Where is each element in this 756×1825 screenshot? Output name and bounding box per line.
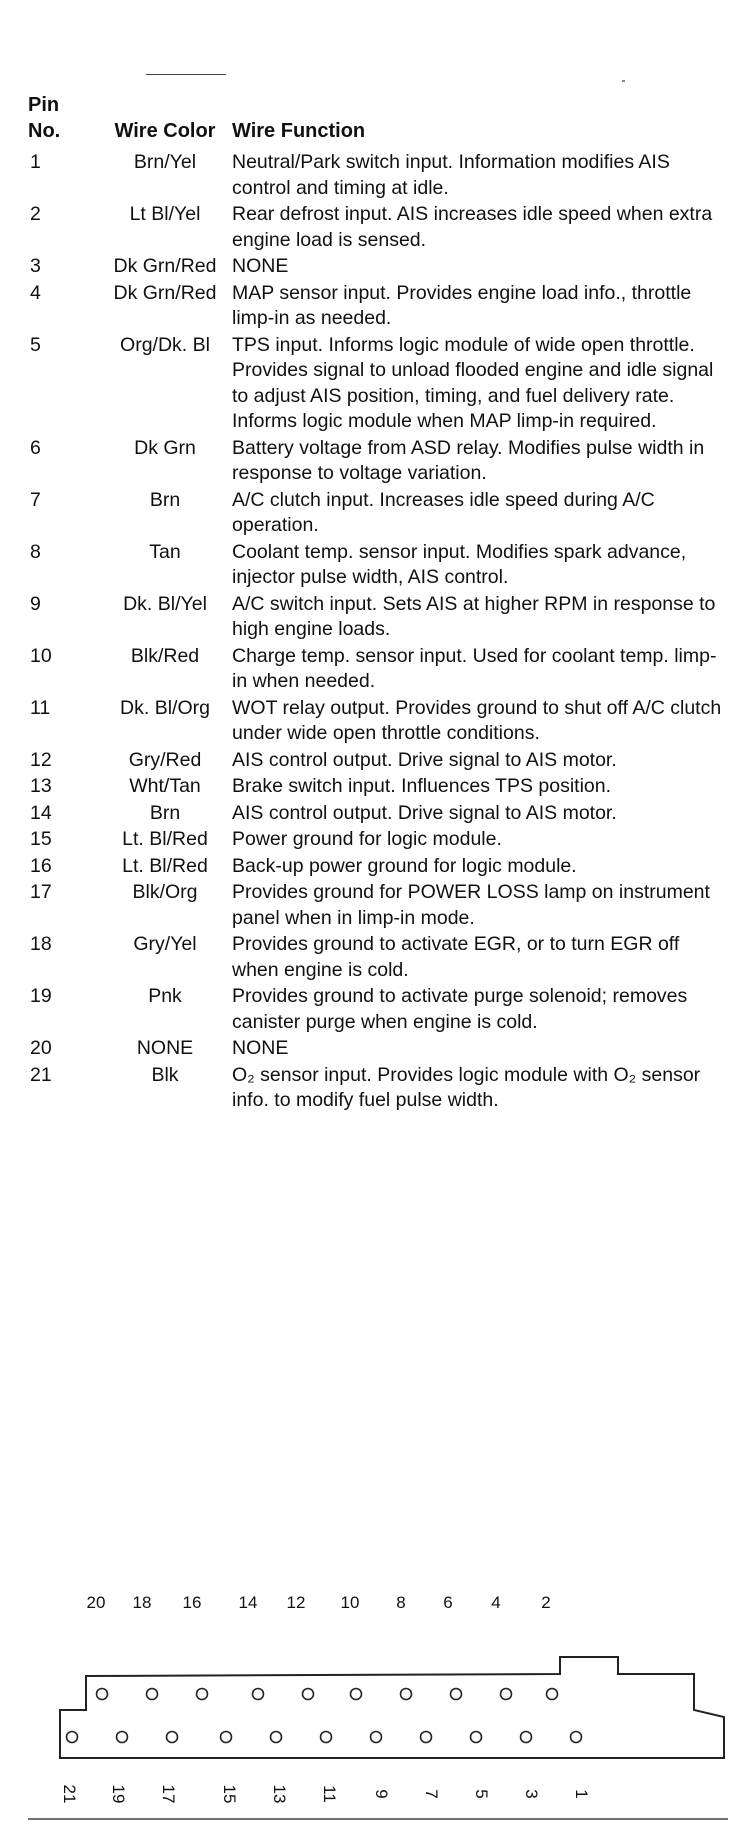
pin-number: 13 [30,775,52,797]
table-row [28,854,728,881]
pin-function-table [28,92,728,1115]
wire-function: A/C switch input. Sets AIS at higher RPM in response to high engine loads. [232,592,716,640]
wire-function: AIS control output. Drive signal to AIS motor. [232,748,617,771]
top-pin-label: 18 [132,1593,152,1612]
table-row [28,202,728,254]
pin-number: 10 [30,644,52,667]
header-pin-line2: No. [28,120,61,142]
wire-function: O₂ sensor input. Provides logic module with O₂ sensor info. to modify fuel pulse width. [232,1063,701,1111]
wire-color: Dk Grn [134,436,196,459]
bottom-pin-holes [67,1732,582,1743]
top-rule [146,74,226,75]
pin-number: 15 [30,828,52,850]
wire-color: Dk Grn/Red [113,281,217,304]
wire-color: Org/Dk. Bl [120,333,210,356]
table-row [28,827,728,854]
bottom-pin-label: 11 [320,1785,339,1803]
wire-color: Brn [149,488,181,511]
wire-color: Tan [149,540,181,563]
wire-color: Pnk [148,985,182,1007]
wire-function: Charge temp. sensor input. Used for coolant temp. limp-in when needed. [232,644,717,692]
pin-number: 1 [30,151,41,173]
pin-number: 5 [30,333,41,356]
table-row [28,801,728,828]
wire-color: Blk [151,1063,179,1086]
pin-hole [167,1732,178,1743]
pin-hole [451,1689,462,1700]
wire-function: Power ground for logic module. [232,828,502,850]
pin-number: 12 [30,748,52,771]
pin-rows [28,150,728,1115]
wire-color: Brn/Yel [133,151,197,173]
table-row [28,774,728,801]
connector-diagram [0,1580,756,1825]
pin-number: 14 [30,801,52,824]
wire-function: Provides ground for POWER LOSS lamp on instrument panel when in limp-in mode. [232,881,710,929]
table-row [28,281,728,333]
pin-number: 2 [30,203,41,225]
pin-number: 18 [30,933,52,955]
table-row [28,1036,728,1063]
top-pin-label: 10 [340,1593,360,1612]
pin-number: 3 [30,255,41,277]
bottom-pin-label: 15 [220,1784,239,1804]
pin-hole [421,1732,432,1743]
pin-number: 9 [30,592,41,615]
bottom-pin-label: 21 [60,1784,79,1804]
bottom-pin-label: 5 [472,1789,491,1799]
wire-color: Lt. Bl/Red [122,828,208,850]
table-row [28,592,728,644]
wire-color: Gry/Yel [133,933,197,955]
pin-number: 17 [30,881,52,903]
wire-function: Battery voltage from ASD relay. Modifies pulse width in response to voltage variation. [232,436,705,484]
wire-function: MAP sensor input. Provides engine load info., throttle limp-in as needed. [232,281,692,329]
wire-function: NONE [232,255,289,277]
pin-hole [67,1732,78,1743]
wire-function: Provides ground to activate purge solenoid; removes canister purge when engine is cold. [232,985,688,1033]
pin-number: 4 [30,281,41,304]
wire-function: WOT relay output. Provides ground to shut off A/C clutch under wide open throttle conditions. [232,696,722,744]
pin-hole [117,1732,128,1743]
top-pin-label: 16 [182,1593,202,1612]
pin-hole [371,1732,382,1743]
pin-hole [501,1689,512,1700]
table-row [28,696,728,748]
table-row [28,436,728,488]
bottom-pin-label: 13 [270,1784,289,1804]
bottom-pin-label: 7 [422,1789,441,1799]
wire-function: Neutral/Park switch input. Information modifies AIS control and timing at idle. [232,151,670,199]
pin-number: 20 [30,1037,52,1059]
table-row [28,984,728,1036]
connector-outline [60,1657,724,1758]
top-pin-label: 4 [491,1593,501,1612]
pin-hole [97,1689,108,1700]
pin-hole [321,1732,332,1743]
pin-hole [271,1732,282,1743]
pin-number: 6 [30,436,41,459]
wire-color: Lt Bl/Yel [129,203,201,225]
pin-hole [253,1689,264,1700]
wire-color: Dk. Bl/Yel [123,592,207,615]
header-pin-no [28,92,98,150]
pin-hole [303,1689,314,1700]
pin-hole [221,1732,232,1743]
top-pin-label: 12 [286,1593,306,1612]
top-pin-holes [97,1689,558,1700]
pin-hole [547,1689,558,1700]
wire-color: Dk. Bl/Org [120,696,210,719]
pin-number: 8 [30,540,41,563]
bottom-pin-label: 9 [372,1789,391,1799]
bottom-pin-label: 1 [572,1789,591,1799]
pin-number: 21 [30,1063,52,1086]
table-row [28,540,728,592]
bottom-pin-label: 17 [159,1784,178,1804]
header-wire-function: Wire Function [232,120,366,142]
header-pin-line1: Pin [28,94,60,116]
top-pin-label: 14 [238,1593,258,1612]
wire-color: Blk/Red [130,644,200,667]
table-row [28,1063,728,1115]
top-pin-label: 8 [396,1593,406,1612]
wire-color: Dk Grn/Red [113,255,217,277]
pin-hole [197,1689,208,1700]
pin-number: 16 [30,854,52,877]
table-row [28,150,728,202]
top-pin-label: 20 [86,1593,106,1612]
table-row [28,333,728,436]
pin-hole [571,1732,582,1743]
wire-function: A/C clutch input. Increases idle speed during A/C operation. [232,488,655,536]
wire-function: Coolant temp. sensor input. Modifies spark advance, injector pulse width, AIS control. [232,540,687,588]
pin-number: 19 [30,985,52,1007]
wire-color: Lt. Bl/Red [122,854,208,877]
wire-color: NONE [136,1037,194,1059]
header-wire-color: Wire Color [114,120,216,142]
top-pin-label: 2 [541,1593,551,1612]
bottom-pin-label: 19 [109,1784,128,1804]
table-row [28,880,728,932]
wire-function: Back-up power ground for logic module. [232,854,577,877]
wire-function: TPS input. Informs logic module of wide open throttle. Provides signal to unload flooded engine and idle signal to adjust AIS position, timing, and fuel delivery rate. Informs logic module when MAP limp-in required. [232,333,714,432]
wire-color: Wht/Tan [129,775,201,797]
wire-function: Brake switch input. Influences TPS position. [232,775,612,797]
table-row [28,488,728,540]
pin-hole [521,1732,532,1743]
top-pin-labels [87,1593,551,1612]
bottom-pin-labels [60,1785,591,1804]
table-header-row [28,92,728,150]
scan-speck [622,80,625,82]
bottom-pin-label: 3 [522,1789,541,1799]
wire-function: AIS control output. Drive signal to AIS motor. [232,801,617,824]
pin-hole [401,1689,412,1700]
table-row [28,254,728,281]
wire-function: Rear defrost input. AIS increases idle speed when extra engine load is sensed. [232,203,713,251]
top-pin-label: 6 [443,1593,453,1612]
wire-color: Brn [149,801,181,824]
wire-function: NONE [232,1037,289,1059]
pin-hole [471,1732,482,1743]
connector-svg [0,1580,756,1825]
pin-hole [351,1689,362,1700]
table-row [28,748,728,775]
wire-function: Provides ground to activate EGR, or to turn EGR off when engine is cold. [232,933,680,981]
pin-hole [147,1689,158,1700]
wire-color: Gry/Red [128,748,202,771]
table-row [28,644,728,696]
pin-number: 7 [30,488,41,511]
pin-number: 11 [30,696,51,719]
table-row [28,932,728,984]
wire-color: Blk/Org [132,881,198,903]
